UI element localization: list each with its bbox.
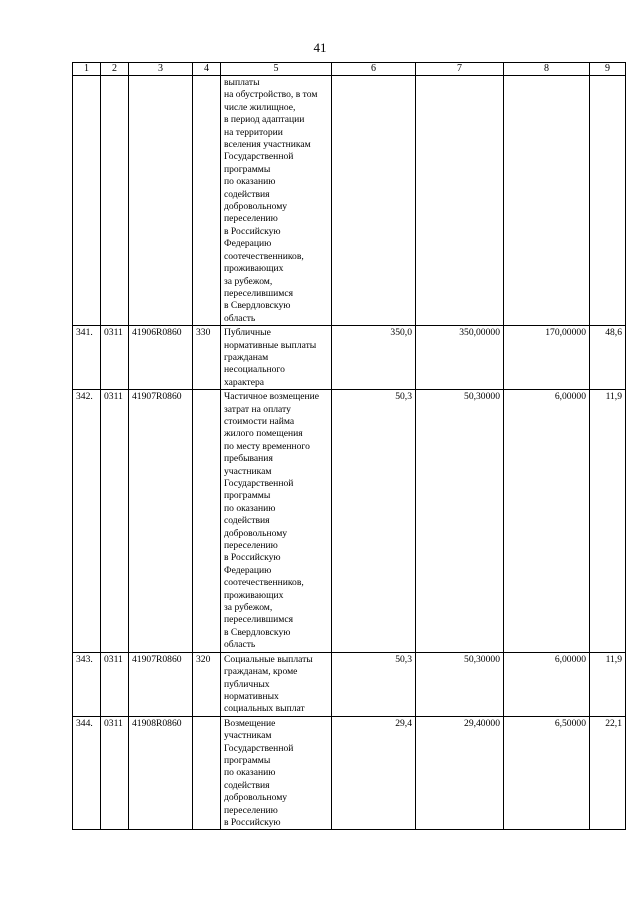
- row-name-line: в Свердловскую: [224, 300, 291, 312]
- planned-amount: [332, 76, 416, 326]
- planned-amount: 350,0: [332, 326, 416, 390]
- executed-amount: 50,30000: [416, 390, 504, 653]
- planned-amount: 29,4: [332, 716, 416, 830]
- expense-type-code: [193, 390, 221, 653]
- header-col-7: 7: [416, 63, 504, 76]
- planned-amount: 50,3: [332, 652, 416, 716]
- row-name-line: затрат на оплату: [224, 403, 291, 415]
- header-col-9: 9: [590, 63, 626, 76]
- target-article-code: 41907R0860: [129, 652, 193, 716]
- row-name-line: в Свердловскую: [224, 626, 291, 638]
- row-name-line: в Российскую: [224, 225, 281, 237]
- section-code: [101, 76, 129, 326]
- row-name-line: проживающих: [224, 589, 284, 601]
- execution-percent: [590, 76, 626, 326]
- row-number: 344.: [73, 716, 101, 830]
- row-name-line: область: [224, 312, 256, 324]
- row-name-line: добровольному: [224, 201, 288, 213]
- row-name: [221, 76, 332, 326]
- row-name-line: содействия: [224, 515, 270, 527]
- table-row: [73, 716, 626, 830]
- expense-type-code: 320: [193, 652, 221, 716]
- row-name-line: Государственной: [224, 151, 294, 163]
- page-number: 41: [313, 40, 327, 55]
- header-col-3: 3: [129, 63, 193, 76]
- execution-percent: 11,9: [590, 652, 626, 716]
- row-name-line: программы: [224, 490, 271, 502]
- row-name-line: переселению: [224, 213, 278, 225]
- target-article-code: 41908R0860: [129, 716, 193, 830]
- executed-amount: [416, 76, 504, 326]
- budget-table: [72, 62, 626, 830]
- row-name-line: за рубежом,: [224, 275, 273, 287]
- section-code: 0311: [101, 326, 129, 390]
- actual-amount: 6,50000: [504, 716, 590, 830]
- row-name-line: переселению: [224, 804, 278, 816]
- row-name-line: переселению: [224, 540, 278, 552]
- row-name-line: несоциального: [224, 364, 285, 376]
- target-article-code: 41906R0860: [129, 326, 193, 390]
- row-name: [221, 716, 332, 830]
- table-header: [73, 63, 626, 76]
- row-name-line: в Российскую: [224, 552, 281, 564]
- executed-amount: 50,30000: [416, 652, 504, 716]
- row-name-line: числе жилищное,: [224, 101, 296, 113]
- row-name-line: программы: [224, 754, 271, 766]
- target-article-code: 41907R0860: [129, 390, 193, 653]
- execution-percent: 22,1: [590, 716, 626, 830]
- header-col-1: 1: [73, 63, 101, 76]
- execution-percent: 48,6: [590, 326, 626, 390]
- row-name-line: Федерацию: [224, 564, 272, 576]
- row-name-line: Публичные: [224, 327, 271, 339]
- table-row: [73, 390, 626, 653]
- row-name-line: Федерацию: [224, 238, 272, 250]
- row-name: [221, 390, 332, 653]
- row-name-line: участникам: [224, 465, 272, 477]
- row-number: [73, 76, 101, 326]
- actual-amount: 170,00000: [504, 326, 590, 390]
- row-name-line: нормативные выплаты: [224, 339, 317, 351]
- executed-amount: 350,00000: [416, 326, 504, 390]
- row-name-line: Социальные выплаты: [224, 653, 313, 665]
- row-name-line: в период адаптации: [224, 114, 305, 126]
- header-col-8: 8: [504, 63, 590, 76]
- row-name-line: в Российскую: [224, 816, 281, 828]
- expense-type-code: [193, 716, 221, 830]
- row-name-line: по оказанию: [224, 502, 276, 514]
- actual-amount: 6,00000: [504, 390, 590, 653]
- header-col-6: 6: [332, 63, 416, 76]
- planned-amount: 50,3: [332, 390, 416, 653]
- row-name-line: Государственной: [224, 742, 294, 754]
- row-name-line: вселения участникам: [224, 139, 311, 151]
- row-name: [221, 326, 332, 390]
- row-number: 343.: [73, 652, 101, 716]
- row-name-line: добровольному: [224, 527, 288, 539]
- row-name: [221, 652, 332, 716]
- table-row: [73, 326, 626, 390]
- table-row: [73, 652, 626, 716]
- row-name-line: публичных: [224, 678, 270, 690]
- row-name-line: жилого помещения: [224, 428, 303, 440]
- target-article-code: [129, 76, 193, 326]
- section-code: 0311: [101, 716, 129, 830]
- row-name-line: за рубежом,: [224, 602, 273, 614]
- row-name-line: содействия: [224, 779, 270, 791]
- row-name-line: Возмещение: [224, 717, 276, 729]
- actual-amount: [504, 76, 590, 326]
- row-name-line: участникам: [224, 730, 272, 742]
- row-name-line: на территории: [224, 126, 283, 138]
- row-name-line: стоимости найма: [224, 415, 295, 427]
- row-name-line: проживающих: [224, 263, 284, 275]
- row-name-line: переселившимся: [224, 287, 294, 299]
- row-name-line: по месту временного: [224, 440, 310, 452]
- row-name-line: выплаты: [224, 77, 260, 88]
- row-number: 342.: [73, 390, 101, 653]
- row-name-line: программы: [224, 163, 271, 175]
- row-name-line: гражданам, кроме: [224, 666, 298, 678]
- expense-type-code: 330: [193, 326, 221, 390]
- row-name-line: Частичное возмещение: [224, 391, 320, 403]
- row-name-line: добровольному: [224, 792, 288, 804]
- row-name-line: Государственной: [224, 478, 294, 489]
- table-body: [73, 76, 626, 830]
- header-col-2: 2: [101, 63, 129, 76]
- row-name-line: соотечественников,: [224, 250, 304, 262]
- executed-amount: 29,40000: [416, 716, 504, 830]
- execution-percent: 11,9: [590, 390, 626, 653]
- row-name-line: пребывания: [224, 453, 273, 465]
- row-name-line: социальных выплат: [224, 703, 305, 715]
- row-name-line: содействия: [224, 188, 270, 200]
- row-name-line: по оказанию: [224, 767, 276, 779]
- header-col-5: 5: [221, 63, 332, 76]
- header-row: [73, 63, 626, 76]
- expense-type-code: [193, 76, 221, 326]
- row-name-line: область: [224, 639, 256, 651]
- row-name-line: по оказанию: [224, 176, 276, 188]
- row-name-line: характера: [224, 376, 265, 388]
- table-row: [73, 76, 626, 326]
- row-name-line: переселившимся: [224, 614, 294, 626]
- row-name-line: на обустройство, в том: [224, 89, 318, 101]
- row-name-line: нормативных: [224, 690, 279, 702]
- row-name-line: гражданам: [224, 351, 269, 363]
- header-col-4: 4: [193, 63, 221, 76]
- section-code: 0311: [101, 390, 129, 653]
- row-number: 341.: [73, 326, 101, 390]
- row-name-line: соотечественников,: [224, 577, 304, 589]
- section-code: 0311: [101, 652, 129, 716]
- actual-amount: 6,00000: [504, 652, 590, 716]
